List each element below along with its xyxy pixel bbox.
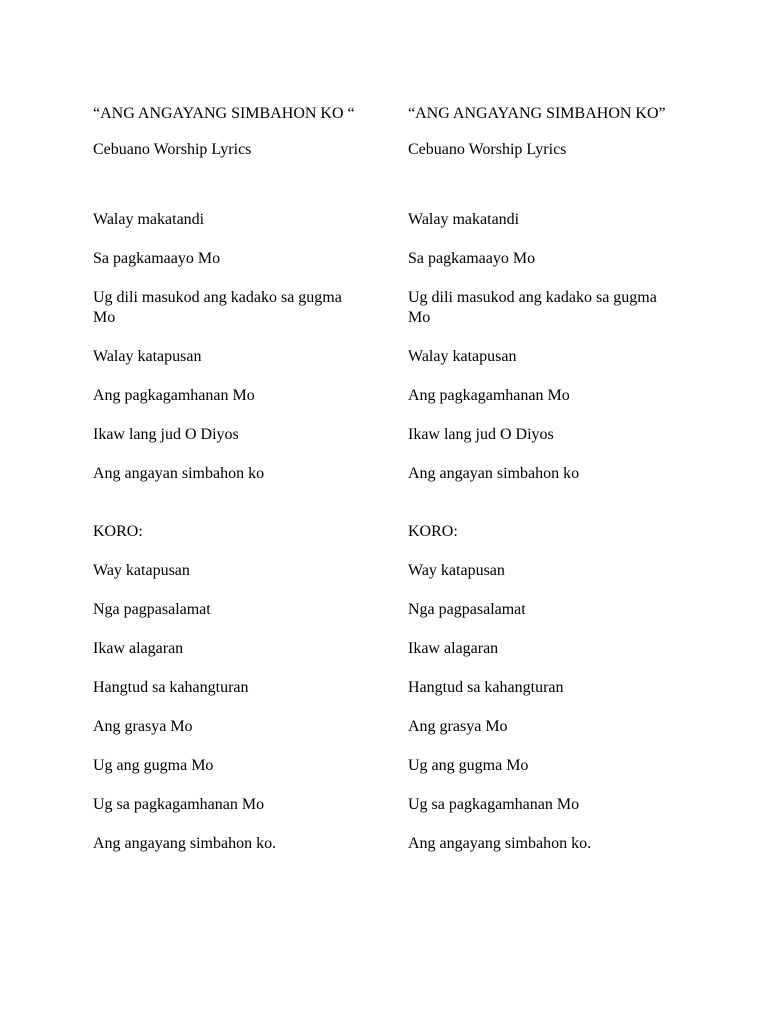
chorus-line: Nga pagpasalamat — [408, 601, 526, 618]
chorus-line: Ikaw alagaran — [408, 640, 499, 657]
verse-line: Ug dili masukod ang kadako sa gugma Mo — [93, 289, 342, 326]
song-subtitle: Cebuano Worship Lyrics — [93, 141, 252, 158]
chorus-line: Ug sa pagkagamhanan Mo — [93, 796, 265, 813]
verse-line: Walay katapusan — [408, 348, 517, 365]
chorus-line: Ug sa pagkagamhanan Mo — [408, 796, 580, 813]
verse-line: Ikaw lang jud O Diyos — [408, 426, 554, 443]
song-title: “ANG ANGAYANG SIMBAHON KO” — [408, 105, 666, 122]
verse-line: Ang pagkagamhanan Mo — [93, 387, 255, 404]
song-title: “ANG ANGAYANG SIMBAHON KO “ — [93, 105, 355, 122]
verse-line: Ikaw lang jud O Diyos — [93, 426, 239, 443]
chorus-line: Ang grasya Mo — [93, 718, 193, 735]
chorus-line: Way katapusan — [408, 562, 505, 579]
verse-line: Walay makatandi — [408, 211, 520, 228]
chorus-line: Hangtud sa kahangturan — [93, 679, 249, 696]
chorus-line: Ug ang gugma Mo — [408, 757, 529, 774]
chorus-line: Ug ang gugma Mo — [93, 757, 214, 774]
chorus-label: KORO: — [93, 523, 143, 540]
right-lyrics-column — [408, 104, 678, 873]
chorus-line: Ikaw alagaran — [93, 640, 184, 657]
left-lyrics-column — [93, 104, 363, 873]
chorus-line: Nga pagpasalamat — [93, 601, 211, 618]
verse-line: Sa pagkamaayo Mo — [408, 250, 536, 267]
verse-line: Sa pagkamaayo Mo — [93, 250, 221, 267]
chorus-line: Ang angayang simbahon ko. — [93, 835, 277, 852]
chorus-line: Ang angayang simbahon ko. — [408, 835, 592, 852]
chorus-line: Way katapusan — [93, 562, 190, 579]
verse-line: Ang pagkagamhanan Mo — [408, 387, 570, 404]
verse-line: Walay katapusan — [93, 348, 202, 365]
verse-line: Ug dili masukod ang kadako sa gugma Mo — [408, 289, 657, 326]
song-subtitle: Cebuano Worship Lyrics — [408, 141, 567, 158]
verse-line: Ang angayan simbahon ko — [408, 465, 580, 482]
chorus-line: Hangtud sa kahangturan — [408, 679, 564, 696]
verse-line: Walay makatandi — [93, 211, 205, 228]
chorus-label: KORO: — [408, 523, 458, 540]
chorus-line: Ang grasya Mo — [408, 718, 508, 735]
verse-line: Ang angayan simbahon ko — [93, 465, 265, 482]
